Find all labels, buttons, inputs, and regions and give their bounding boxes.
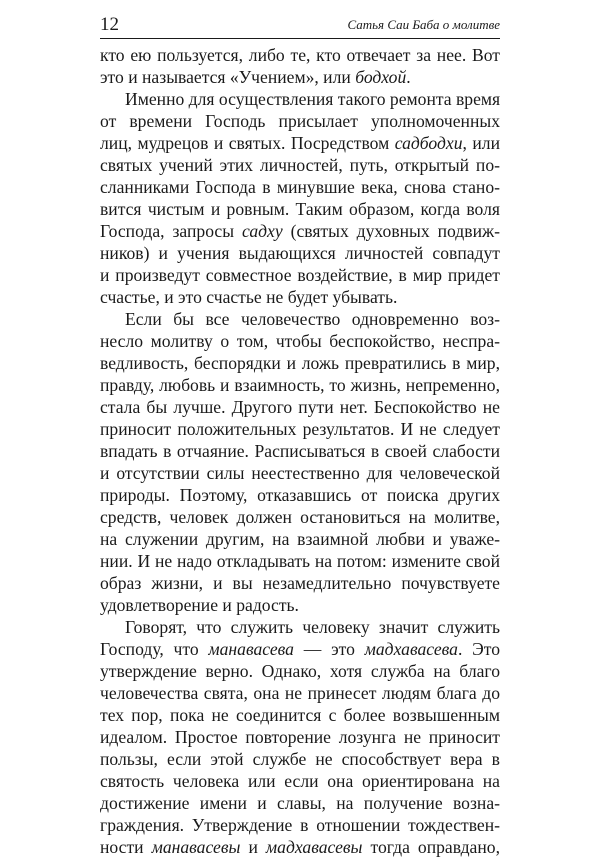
text-line <box>100 836 500 858</box>
text-segment: и отсутствии силы неестественно для человеческой <box>100 463 500 483</box>
text-line <box>100 814 500 836</box>
text-line <box>100 110 500 132</box>
text-segment: удовлетворение и радость. <box>100 595 299 615</box>
text-segment: счастье, и это счастье не будет убывать. <box>100 287 398 307</box>
text-line <box>100 286 500 308</box>
text-segment: на служении другим, на взаимной любви и уваже- <box>100 529 500 549</box>
italic-term: садбодхи <box>394 133 463 153</box>
text-line <box>100 396 500 418</box>
text-segment: несло молитву о том, чтобы беспокойство, неспра- <box>100 331 500 351</box>
text-line <box>100 440 500 462</box>
text-line <box>100 638 500 660</box>
text-segment: человечества свята, она не принесет людям блага до <box>100 683 500 703</box>
text-segment: (святых духовных подвиж- <box>282 221 500 241</box>
text-segment: — это <box>293 639 365 659</box>
text-segment: ников) и учения выдающихся личностей совпадут <box>100 243 500 263</box>
text-segment: идеалом. Простое повторение лозунга не приносит <box>100 727 500 747</box>
text-line <box>100 792 500 814</box>
text-line <box>100 242 500 264</box>
text-line <box>100 748 500 770</box>
text-line <box>100 462 500 484</box>
text-segment: лиц, мудрецов и святых. Посредством <box>100 133 395 153</box>
text-line <box>100 550 500 572</box>
text-line <box>100 616 500 638</box>
text-line <box>100 594 500 616</box>
text-line <box>100 44 500 66</box>
text-segment: пользы, если этой службе не способствует вера в <box>100 749 500 769</box>
text-segment: стала бы лучше. Другого пути нет. Беспокойство не <box>100 397 500 417</box>
text-line <box>100 484 500 506</box>
text-line <box>100 660 500 682</box>
italic-term: садху <box>242 221 283 241</box>
text-line <box>100 176 500 198</box>
text-segment: впадать в отчаяние. Расписываться в своей слабости <box>100 441 500 461</box>
text-line <box>100 132 500 154</box>
text-line <box>100 352 500 374</box>
text-line <box>100 198 500 220</box>
text-segment: и произведут совместное воздействие, в мир придет <box>100 265 500 285</box>
header-rule <box>100 38 500 39</box>
text-segment: ности <box>100 837 152 857</box>
text-segment: . <box>406 67 411 87</box>
text-segment: Именно для осуществления такого ремонта время <box>125 89 501 109</box>
text-line <box>100 572 500 594</box>
text-line <box>100 66 500 88</box>
italic-term: манавасевы <box>151 837 241 857</box>
text-segment: сланниками Господа в минувшие века, снова стано- <box>100 177 500 197</box>
text-line <box>100 682 500 704</box>
text-segment: утверждение верно. Однако, хотя служба на благо <box>100 661 500 681</box>
text-segment: тогда оправдано, <box>362 837 500 857</box>
text-segment: , или <box>462 133 500 153</box>
text-segment: Если бы все человечество одновременно воз- <box>125 309 500 329</box>
text-segment: вится чистым и ровным. Таким образом, когда воля <box>100 199 500 219</box>
text-line <box>100 154 500 176</box>
text-segment: кто ею пользуется, либо те, кто отвечает за нее. Вот <box>100 45 500 65</box>
page-number: 12 <box>100 14 119 35</box>
text-segment: образ жизни, и вы незамедлительно почувствуете <box>100 573 500 593</box>
text-segment: приносит положительных результатов. И не следует <box>100 419 500 439</box>
text-segment: природы. Поэтому, отказавшись от поиска других <box>100 485 500 505</box>
text-segment: и <box>240 837 266 857</box>
text-segment: нии. И не надо откладывать на потом: измените свой <box>100 551 500 571</box>
text-segment: граждения. Утверждение в отношении тождествен- <box>100 815 500 835</box>
text-segment: средств, человек должен остановиться на молитве, <box>100 507 500 527</box>
text-line <box>100 704 500 726</box>
italic-term: манавасева <box>208 639 294 659</box>
text-line <box>100 418 500 440</box>
text-segment: святых учений этих личностей, путь, открытый по- <box>100 155 500 175</box>
running-title: Сатья Саи Баба о молитве <box>347 17 500 32</box>
text-line <box>100 770 500 792</box>
text-line <box>100 220 500 242</box>
text-segment: это и называется «Учением», или <box>100 67 356 87</box>
text-segment: . Это <box>457 639 500 659</box>
italic-term: бодхой <box>355 67 407 87</box>
text-segment: ведливость, беспорядки и ложь превратились в мир, <box>100 353 500 373</box>
text-line <box>100 528 500 550</box>
text-segment: Господа, запросы <box>100 221 242 241</box>
italic-term: мадхавасевы <box>265 837 363 857</box>
italic-term: мадхавасева <box>364 639 458 659</box>
text-segment: тех пор, пока не соединится с более возвышенным <box>100 705 500 725</box>
text-segment: от времени Господь присылает уполномоченных <box>100 111 500 131</box>
text-segment: достижение имени и славы, на получение возна- <box>100 793 500 813</box>
text-line <box>100 308 500 330</box>
text-segment: Господу, что <box>100 639 209 659</box>
page-header <box>100 14 500 36</box>
text-segment: святость человека или если она ориентирована на <box>100 771 500 791</box>
text-line <box>100 506 500 528</box>
text-line <box>100 264 500 286</box>
text-line <box>100 374 500 396</box>
text-segment: правду, любовь и взаимность, то жизнь, непременно, <box>100 375 500 395</box>
text-segment: Говорят, что служить человеку значит служить <box>125 617 500 637</box>
text-line <box>100 726 500 748</box>
text-line <box>100 88 500 110</box>
body-text <box>100 44 500 858</box>
text-line <box>100 330 500 352</box>
